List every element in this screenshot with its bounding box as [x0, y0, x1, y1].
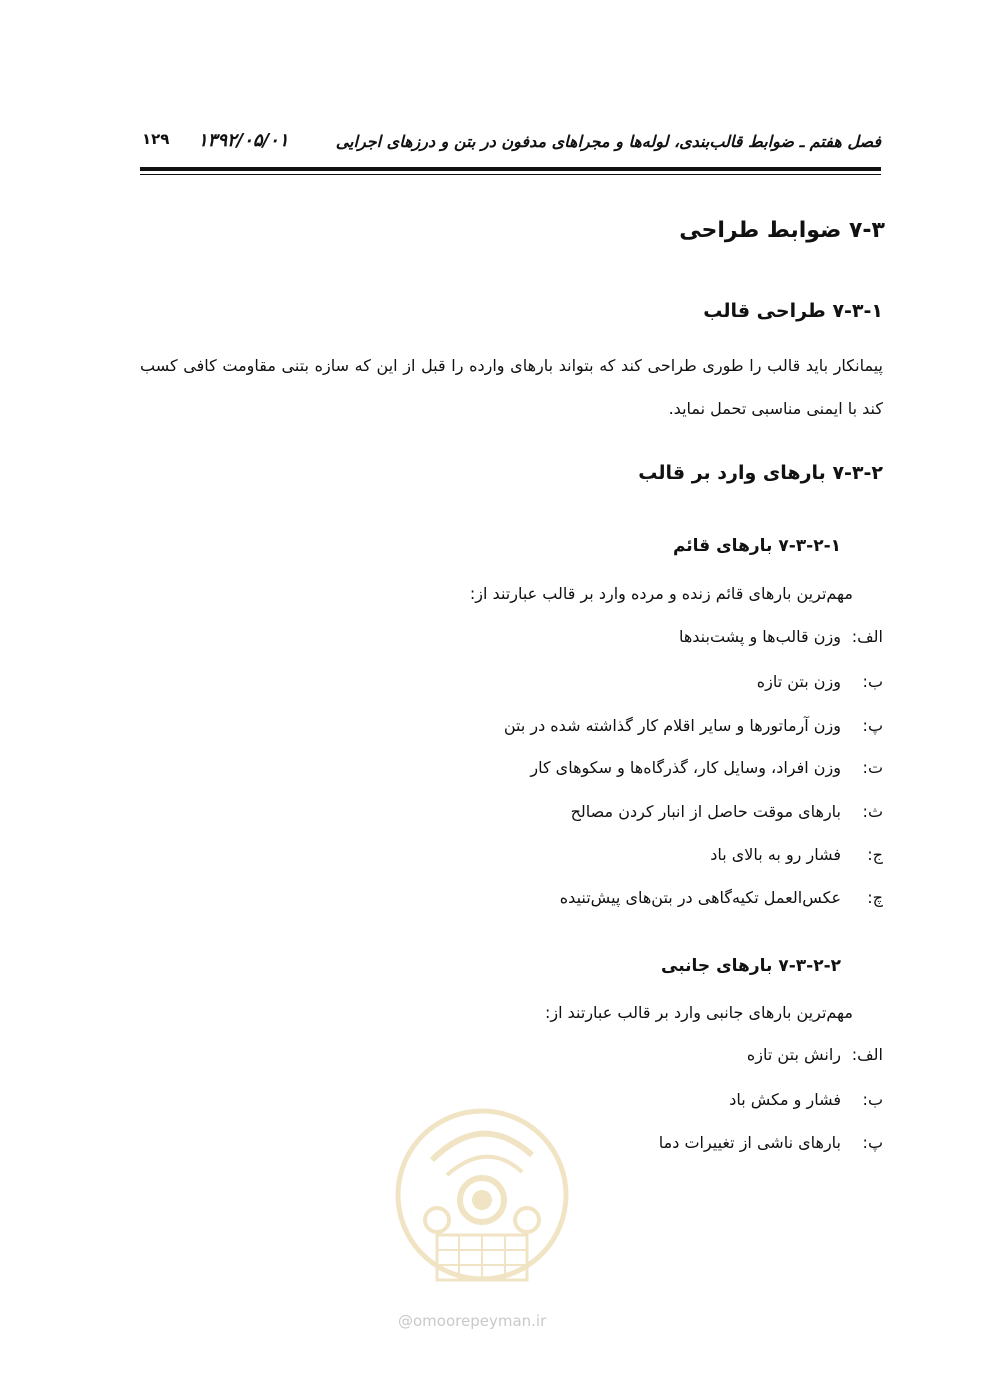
list-item [747, 1045, 883, 1075]
running-header [140, 128, 881, 158]
list-item [679, 627, 883, 657]
list-text: وزن قالب‌ها و پشت‌بندها [678, 627, 841, 646]
list-marker: چ: [867, 888, 883, 907]
list-text: عکس‌العمل تکیه‌گاهی در بتن‌های پیش‌تنیده [559, 888, 841, 907]
list-item [571, 802, 883, 832]
list-text: فشار رو به بالای باد [710, 845, 841, 864]
list-text: وزن بتن تازه [756, 672, 841, 691]
watermark-handle: @omoorepeyman.ir [398, 1312, 547, 1330]
list-text: وزن افراد، وسایل کار، گذرگاه‌ها و سکوهای کار [530, 758, 841, 777]
list-text: رانش بتن تازه [746, 1045, 841, 1064]
list-item [729, 1090, 883, 1120]
list-marker: پ: [862, 1133, 883, 1152]
list-marker: ت: [862, 758, 883, 777]
list-item [710, 845, 883, 875]
list-marker: ب: [862, 1090, 883, 1109]
list-marker: ب: [862, 672, 883, 691]
list-text: فشار و مکش باد [729, 1090, 841, 1109]
heading-lateral-loads: ۷-۳-۲-۲ بارهای جانبی [661, 956, 841, 976]
list-marker: الف: [851, 627, 883, 646]
list-text: وزن آرماتورها و سایر اقلام کار گذاشته شده در بتن [503, 716, 841, 735]
list-marker: ج: [867, 845, 883, 864]
header-rule-thin [140, 174, 881, 175]
revision-date: ۱۳۹۲/۰۵/۰۱ [198, 130, 289, 151]
lateral-loads-intro: مهم‌ترین بارهای جانبی وارد بر قالب عبارتند از: [544, 1003, 853, 1022]
formwork-design-paragraph: پیمانکار باید قالب را طوری طراحی کند که بتواند بارهای وارده را قبل از این که سازه بتنی مقاومت کافی کسب کند با ایمنی مناسبی تحمل نماید. [140, 356, 883, 418]
subsection-heading-loads: ۷-۳-۲ بارهای وارد بر قالب [638, 462, 883, 484]
list-marker: پ: [862, 716, 883, 735]
list-item [659, 1133, 883, 1163]
list-text: بارهای موقت حاصل از انبار کردن مصالح [570, 802, 841, 821]
section-heading: ۷-۳ ضوابط طراحی [679, 218, 885, 243]
vertical-loads-intro: مهم‌ترین بارهای قائم زنده و مرده وارد بر قالب عبارتند از: [469, 584, 853, 603]
chapter-title: فصل هفتم ـ ضوابط قالب‌بندی، لوله‌ها و مجراهای مدفون در بتن و درزهای اجرایی [335, 132, 881, 151]
list-item [504, 716, 883, 746]
list-text: بارهای ناشی از تغییرات دما [658, 1133, 841, 1152]
list-item [560, 888, 883, 918]
header-rule-thick [140, 167, 881, 171]
list-marker: ث: [862, 802, 883, 821]
list-marker: الف: [851, 1045, 883, 1064]
list-item [757, 672, 883, 702]
subsection-heading-formwork-design: ۷-۳-۱ طراحی قالب [703, 300, 883, 322]
list-item [530, 758, 883, 788]
watermark-logo-icon [392, 1080, 572, 1310]
page-number: ۱۲۹ [142, 130, 170, 148]
heading-vertical-loads: ۷-۳-۲-۱ بارهای قائم [672, 536, 841, 556]
